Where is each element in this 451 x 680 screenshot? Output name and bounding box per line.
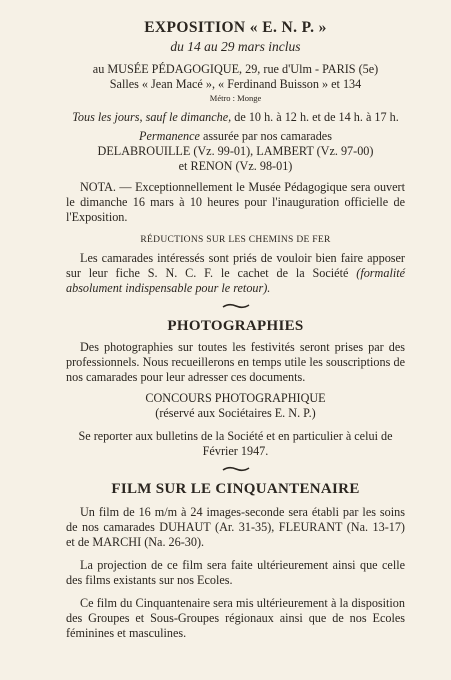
concours-title: CONCOURS PHOTOGRAPHIQUE	[145, 391, 326, 405]
exposition-title: EXPOSITION « E. N. P. »	[144, 19, 327, 36]
film-title: FILM SUR LE CINQUANTENAIRE	[111, 481, 360, 497]
concours-subtitle: (réservé aux Sociétaires E. N. P.)	[155, 406, 316, 420]
ornament-divider-icon	[221, 465, 251, 473]
names-line-1: DELABROUILLE (Vz. 99-01), LAMBERT (Vz. 97-00)	[97, 144, 374, 158]
permanence-rest: assurée par nos camarades	[199, 129, 332, 143]
photographies-paragraph: Des photographies sur toutes les festivités seront prises par des professionnels. Nous recueillerons en temps utile les souscriptions de nos camarades pour leur adresser ces documents.	[66, 340, 405, 384]
film-paragraph-3: Ce film du Cinquantenaire sera mis ultérieurement à la disposition des Groupes et Sous-Groupes régionaux ainsi que de nos Ecoles féminines et masculines.	[66, 596, 405, 640]
reductions-text: Les camarades intéressés sont priés de vouloir bien faire apposer sur leur fiche S. N. C. F. le cachet de la Société	[66, 251, 405, 280]
bulletins-paragraph: Se reporter aux bulletins de la Société et en particulier à celui de Février 1947.	[78, 429, 393, 458]
names-line-2: et RENON (Vz. 98-01)	[178, 159, 293, 173]
permanence-italic: Permanence	[139, 129, 200, 143]
exposition-dates: du 14 au 29 mars inclus	[170, 39, 301, 54]
reductions-title: RÉDUCTIONS SUR LES CHEMINS DE FER	[140, 235, 331, 245]
ornament-divider-icon	[221, 302, 251, 310]
reductions-paragraph	[66, 251, 405, 296]
hours-italic: Tous les jours, sauf le dimanche,	[72, 110, 232, 124]
reductions-italic: (formalité absolument indispensable pour le retour).	[66, 266, 406, 295]
film-paragraph-1: Un film de 16 m/m à 24 images-seconde sera établi par les soins de nos camarades DUHAUT (Ar. 31-35), FLEURANT (Na. 13-17) et de MARCHI (Na. 26-30).	[66, 505, 405, 549]
venue-line: au MUSÉE PÉDAGOGIQUE, 29, rue d'Ulm - PARIS (5e)	[92, 62, 379, 76]
photographies-title: PHOTOGRAPHIES	[167, 318, 304, 334]
metro-line: Métro : Monge	[209, 93, 262, 103]
rooms-line: Salles « Jean Macé », « Ferdinand Buisson » et 134	[109, 77, 362, 91]
permanence-line	[66, 129, 405, 144]
nota-paragraph: NOTA. — Exceptionnellement le Musée Pédagogique sera ouvert le dimanche 16 mars à 10 heures pour l'inauguration officielle de l'Exposition.	[66, 180, 405, 224]
hours-rest: de 10 h. à 12 h. et de 14 h. à 17 h.	[231, 110, 399, 124]
exposition-section	[66, 18, 405, 174]
film-paragraph-2: La projection de ce film sera faite ultérieurement ainsi que celle des films existants sur nos Ecoles.	[66, 558, 405, 587]
hours-line	[66, 110, 405, 125]
